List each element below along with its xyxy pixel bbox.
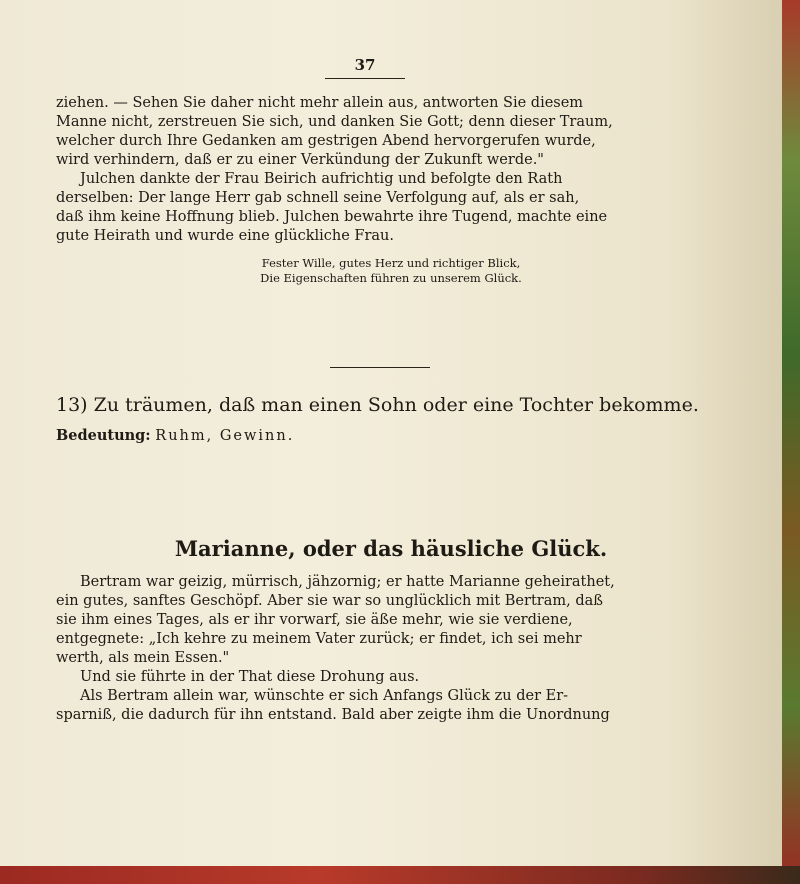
paragraph-1 [56,94,746,170]
book-edge-right [782,0,800,884]
verse-line: Die Eigenschaften führen zu unserem Glück. [260,271,522,285]
text-line: Als Bertram allein war, wünschte er sich Anfangs Glück zu der Er- [80,688,569,704]
text-line: sparniß, die dadurch für ihn entstand. Bald aber zeigte ihm die Unordnung [56,707,610,723]
meaning-value: Ruhm, Gewinn. [155,428,295,444]
paragraph-2 [56,170,746,246]
text-line: Und sie führte in der That diese Drohung aus. [80,669,420,685]
text-line: werth, als mein Essen." [56,650,230,666]
text-line: Manne nicht, zerstreuen Sie sich, und danken Sie Gott; denn dieser Traum, [56,114,613,130]
text-line: entgegnete: „Ich kehre zu meinem Vater zurück; er findet, ich sei mehr [56,631,582,647]
text-line: sie ihm eines Tages, als er ihr vorwarf, sie äße mehr, wie sie verdiene, [56,612,573,628]
text-line: Julchen dankte der Frau Beirich aufrichtig und befolgte den Rath [80,171,563,187]
header-rule [325,78,405,79]
story-title: Marianne, oder das häusliche Glück. [174,536,608,561]
text-line: ein gutes, sanftes Geschöpf. Aber sie war so unglücklich mit Bertram, daß [56,593,603,609]
page-number: 37 [354,56,376,74]
text-line: Bertram war geizig, mürrisch, jähzornig; er hatte Marianne geheirathet, [80,574,615,590]
story-text [56,573,746,725]
section-separator [330,367,430,368]
text-line: gute Heirath und wurde eine glückliche Frau. [56,228,394,244]
entry-13-meaning [56,427,294,444]
text-line: wird verhindern, daß er zu einer Verkündung der Zukunft werde." [56,152,544,168]
entry-13-heading: 13) Zu träumen, daß man einen Sohn oder eine Tochter bekomme. [56,394,699,416]
book-edge-bottom [0,866,800,884]
meaning-label: Bedeutung: [56,427,151,444]
verse [0,256,782,286]
verse-line: Fester Wille, gutes Herz und richtiger Blick, [261,256,521,270]
text-line: ziehen. — Sehen Sie daher nicht mehr allein aus, antworten Sie diesem [56,95,584,111]
text-line: derselben: Der lange Herr gab schnell seine Verfolgung auf, als er sah, [56,190,580,206]
text-line: daß ihm keine Hoffnung blieb. Julchen bewahrte ihre Tugend, machte eine [56,209,608,225]
text-line: welcher durch Ihre Gedanken am gestrigen Abend hervorgerufen wurde, [56,133,596,149]
